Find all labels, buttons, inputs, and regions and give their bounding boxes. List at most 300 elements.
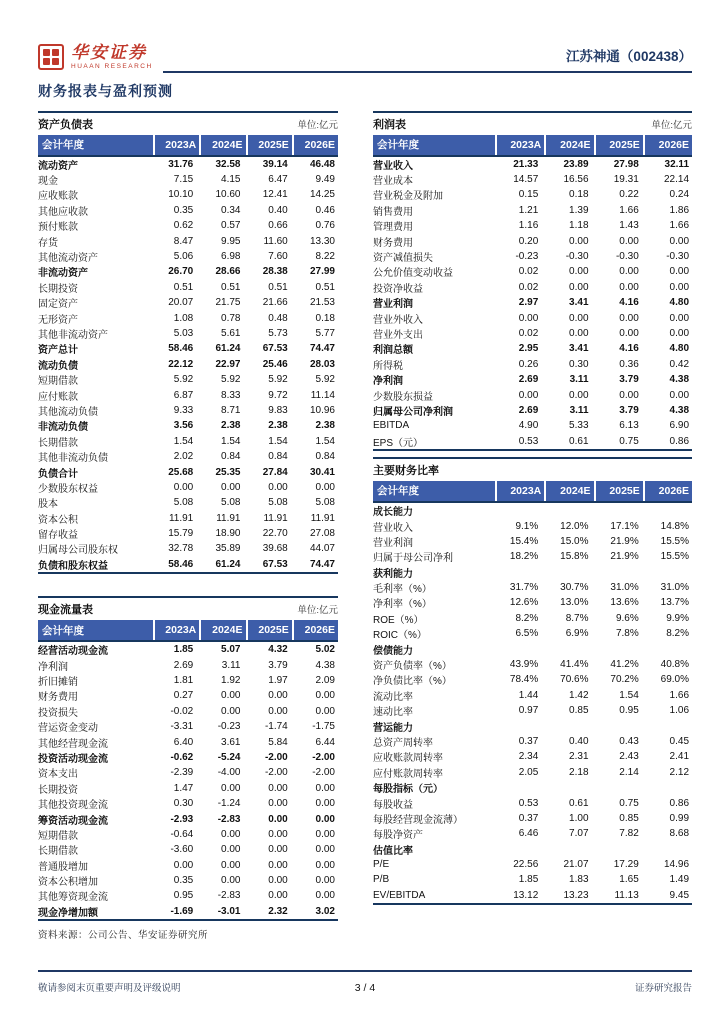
table-row — [373, 518, 692, 533]
table-cell: 10.60 — [215, 189, 241, 201]
table-row — [38, 842, 338, 857]
table-cell: 2024E — [544, 135, 593, 155]
table-cell: 74.47 — [309, 343, 335, 355]
table-cell: 8.22 — [315, 251, 335, 263]
table-cell: 0.00 — [221, 481, 241, 493]
table-cell: 3.61 — [221, 736, 241, 748]
table-cell: 15.8% — [560, 551, 589, 563]
table-row — [373, 310, 692, 325]
table-cell: 0.00 — [173, 481, 194, 493]
table-cell: 14.96 — [663, 859, 690, 871]
table-cell: -0.23 — [515, 251, 539, 263]
table-cell: 1.54 — [619, 689, 639, 701]
table-cell: 6.9% — [565, 628, 589, 640]
table-cell: 应付账款 — [38, 391, 78, 403]
table-cell: 投资净收益 — [373, 283, 423, 295]
table-cell: 15.5% — [660, 551, 690, 563]
table-row — [38, 873, 338, 888]
table-row — [38, 781, 338, 796]
table-row — [373, 326, 692, 341]
table-cell: 2025E — [594, 135, 643, 155]
table-row — [373, 718, 692, 733]
table-cell: -0.30 — [666, 251, 690, 263]
table-cell: P/E — [373, 859, 390, 871]
table-cell: 0.00 — [669, 327, 690, 339]
table-cell: 3.79 — [619, 374, 639, 386]
table-cell: 0.00 — [619, 327, 639, 339]
table-cell: 32.78 — [168, 543, 194, 555]
table-cell: 1.18 — [569, 220, 589, 232]
table-cell: 21.75 — [215, 297, 241, 309]
table-cell: 15.0% — [560, 535, 589, 547]
page-number: 3 / 4 — [354, 982, 376, 994]
table-cell: EPS（元） — [373, 437, 424, 449]
table-cell: 28.66 — [215, 266, 241, 278]
table-row — [373, 218, 692, 233]
table-row — [373, 341, 692, 356]
table-cell: 0.46 — [315, 204, 335, 216]
table-cell: 每股收益 — [373, 799, 413, 811]
table-cell: 1.85 — [173, 644, 194, 656]
table-cell: 会计年度 — [42, 624, 84, 637]
table-cell: 0.18 — [315, 312, 335, 324]
table-cell: 25.68 — [168, 466, 194, 478]
table-cell: 23.89 — [563, 158, 589, 170]
table-cell: 39.14 — [262, 158, 288, 170]
table-cell: 利润总额 — [373, 345, 413, 357]
table-cell: 0.00 — [268, 782, 288, 794]
table-cell: -3.31 — [170, 721, 194, 733]
table-row — [38, 157, 338, 172]
table-cell: 28.38 — [262, 266, 288, 278]
table-cell: 8.33 — [221, 389, 241, 401]
table-cell: 0.86 — [669, 797, 690, 809]
table-cell: 1.21 — [518, 204, 539, 216]
table-cell: 2.18 — [569, 766, 589, 778]
table-cell: 0.02 — [518, 266, 539, 278]
table-cell: 70.6% — [560, 674, 589, 686]
table-cell: 速动比率 — [373, 707, 413, 719]
table-cell: 1.83 — [569, 874, 589, 886]
table-cell: 留存收益 — [38, 530, 78, 542]
table-row — [373, 187, 692, 202]
table-cell: 1.08 — [173, 312, 194, 324]
table-cell: 32.11 — [664, 158, 690, 170]
table-row — [373, 888, 692, 903]
table-cell: -1.69 — [170, 905, 194, 917]
table-cell: 2025E — [246, 135, 292, 155]
table-cell: 0.15 — [518, 189, 539, 201]
table-cell: -1.24 — [217, 798, 241, 810]
table-cell: 少数股东损益 — [373, 391, 433, 403]
table-cell: 1.81 — [173, 675, 194, 687]
financial-ratios-table — [373, 457, 692, 905]
table-cell: 0.84 — [268, 451, 288, 463]
table-cell: 销售费用 — [373, 206, 413, 218]
table-cell: 4.90 — [518, 420, 539, 432]
table-row — [373, 811, 692, 826]
table-cell: 15.79 — [168, 528, 194, 540]
table-cell: 0.51 — [268, 281, 288, 293]
table-cell: 0.26 — [518, 358, 539, 370]
table-row — [38, 449, 338, 464]
table-cell: 32.58 — [215, 158, 241, 170]
table-cell: 1.43 — [619, 220, 639, 232]
table-cell: 0.40 — [268, 204, 288, 216]
table-cell: 0.00 — [268, 481, 288, 493]
table-row — [373, 672, 692, 687]
table-cell: 1.47 — [173, 782, 194, 794]
table-row — [38, 387, 338, 402]
balance-sheet-grid — [38, 135, 338, 575]
table-cell: 1.49 — [669, 874, 690, 886]
table-cell: 4.16 — [619, 343, 639, 355]
table-row — [38, 280, 338, 295]
table-cell: 0.00 — [315, 705, 335, 717]
table-cell: 0.27 — [173, 690, 194, 702]
table-row — [373, 549, 692, 564]
table-cell: -2.93 — [170, 813, 194, 825]
table-cell: 5.33 — [569, 420, 589, 432]
table-cell: 0.00 — [268, 859, 288, 871]
table-cell: 成长能力 — [373, 507, 413, 519]
table-cell: 3.41 — [569, 297, 589, 309]
table-cell: 69.0% — [660, 674, 690, 686]
table-row — [373, 795, 692, 810]
table-cell: 财务费用 — [38, 692, 78, 704]
table-cell: 6.5% — [515, 628, 539, 640]
table-row — [38, 326, 338, 341]
table-row — [373, 372, 692, 387]
table-cell: 9.49 — [315, 174, 335, 186]
table-cell: 61.24 — [215, 558, 241, 570]
table-row — [373, 780, 692, 795]
table-cell: 15.5% — [660, 535, 690, 547]
table-cell: 负债和股东权益 — [38, 560, 108, 572]
table-row — [38, 673, 338, 688]
table-cell: 5.77 — [315, 327, 335, 339]
table-cell: 0.78 — [221, 312, 241, 324]
table-row — [373, 688, 692, 703]
table-row — [373, 387, 692, 402]
table-cell: 27.99 — [309, 266, 335, 278]
table-cell: 2025E — [246, 620, 292, 640]
table-cell: 投资损失 — [38, 707, 78, 719]
table-cell: 0.00 — [268, 890, 288, 902]
table-cell: 0.00 — [315, 813, 335, 825]
table-cell: 0.00 — [619, 281, 639, 293]
table-cell: 0.99 — [669, 812, 690, 824]
table-cell: 1.85 — [518, 874, 539, 886]
table-cell: 67.53 — [262, 343, 288, 355]
table-cell: 0.00 — [569, 327, 589, 339]
table-cell: 0.53 — [518, 435, 539, 447]
table-row — [38, 341, 338, 356]
table-cell: 现金净增加额 — [38, 907, 98, 919]
table-cell: 28.03 — [309, 358, 335, 370]
table-cell: 27.98 — [613, 158, 639, 170]
table-cell: 0.53 — [518, 797, 539, 809]
table-cell: 13.7% — [660, 597, 690, 609]
table-cell: -3.01 — [217, 905, 241, 917]
table-cell: 20.07 — [168, 297, 194, 309]
table-cell: 4.38 — [315, 659, 335, 671]
table-cell: 资本支出 — [38, 769, 78, 781]
table-cell: 0.84 — [221, 451, 241, 463]
cash-flow-title: 现金流量表 — [38, 604, 93, 617]
table-cell: 2024E — [544, 481, 593, 501]
table-cell: 营业外收入 — [373, 314, 423, 326]
table-cell: 1.54 — [221, 435, 241, 447]
table-cell: 2024E — [199, 135, 245, 155]
table-row — [38, 172, 338, 187]
table-cell: 9.9% — [666, 612, 690, 624]
table-cell: 0.51 — [221, 281, 241, 293]
table-row — [373, 418, 692, 433]
table-cell: EV/EBITDA — [373, 889, 426, 901]
table-cell: 长期借款 — [38, 846, 78, 858]
table-cell: 0.84 — [315, 451, 335, 463]
table-cell: 净利润 — [373, 376, 403, 388]
table-cell: 0.66 — [268, 220, 288, 232]
table-cell: 归属于母公司净利 — [373, 553, 453, 565]
table-cell: 22.70 — [262, 528, 288, 540]
table-cell: 4.80 — [669, 297, 690, 309]
table-cell: 其他流动资产 — [38, 253, 98, 265]
table-cell: 2.31 — [569, 751, 589, 763]
table-cell: 0.00 — [569, 266, 589, 278]
table-cell: 净负债比率（%） — [373, 676, 452, 688]
table-cell: 6.44 — [315, 736, 335, 748]
table-row — [373, 826, 692, 841]
balance-sheet-table — [38, 111, 338, 575]
income-statement-table — [373, 111, 692, 451]
table-cell: 9.72 — [268, 389, 288, 401]
table-row — [38, 827, 338, 842]
table-cell: -4.00 — [217, 767, 241, 779]
table-cell: 存货 — [38, 237, 58, 249]
table-cell: 26.70 — [168, 266, 194, 278]
table-cell: 0.00 — [569, 281, 589, 293]
table-cell: 3.79 — [268, 659, 288, 671]
table-cell: -3.60 — [170, 844, 194, 856]
table-row — [373, 157, 692, 172]
table-cell: -2.00 — [312, 751, 335, 763]
table-cell: 0.00 — [619, 266, 639, 278]
table-cell: -0.02 — [170, 705, 194, 717]
table-cell: 31.7% — [509, 582, 539, 594]
table-cell: 1.16 — [518, 220, 539, 232]
table-cell: 14.8% — [660, 520, 690, 532]
table-cell: 6.90 — [669, 420, 690, 432]
table-cell: 营运资金变动 — [38, 723, 98, 735]
table-row — [373, 641, 692, 656]
table-cell: 非流动资产 — [38, 268, 88, 280]
table-cell: 7.07 — [569, 828, 589, 840]
table-cell: 0.00 — [315, 782, 335, 794]
table-cell: 8.7% — [565, 612, 589, 624]
table-cell: 资本公积增加 — [38, 877, 98, 889]
table-row — [373, 749, 692, 764]
table-cell: 12.6% — [509, 597, 539, 609]
table-cell: 0.00 — [221, 844, 241, 856]
table-cell: 5.03 — [173, 327, 194, 339]
table-cell: -1.75 — [312, 721, 335, 733]
table-row — [373, 611, 692, 626]
table-cell: 4.15 — [221, 174, 241, 186]
table-row — [38, 657, 338, 672]
table-cell: 0.86 — [669, 435, 690, 447]
table-cell: 1.86 — [669, 204, 690, 216]
table-row — [373, 434, 692, 449]
table-cell: 1.65 — [619, 874, 639, 886]
table-cell: 8.47 — [173, 235, 194, 247]
table-cell: 经营活动现金流 — [38, 646, 108, 658]
table-row — [38, 526, 338, 541]
financial-ratios-grid — [373, 481, 692, 905]
table-cell: 0.37 — [518, 812, 539, 824]
table-cell: 21.66 — [262, 297, 288, 309]
table-cell: 40.8% — [660, 659, 690, 671]
table-cell: 2023A — [495, 481, 544, 501]
table-cell: 0.00 — [268, 798, 288, 810]
table-cell: 0.51 — [315, 281, 335, 293]
table-cell: 0.00 — [619, 389, 639, 401]
table-cell: 2.32 — [268, 905, 288, 917]
table-cell: 14.57 — [513, 174, 539, 186]
table-cell: 流动比率 — [373, 691, 413, 703]
table-cell: 7.60 — [268, 251, 288, 263]
table-cell: -2.00 — [264, 751, 288, 763]
table-cell: 所得税 — [373, 360, 403, 372]
table-cell: 0.00 — [669, 312, 690, 324]
table-row — [38, 233, 338, 248]
table-cell: 17.29 — [613, 859, 639, 871]
table-row — [38, 750, 338, 765]
table-cell: 0.00 — [221, 690, 241, 702]
table-cell: 21.53 — [309, 297, 335, 309]
table-cell: 0.00 — [569, 389, 589, 401]
table-cell: 16.56 — [563, 174, 589, 186]
table-row — [38, 704, 338, 719]
table-cell: 会计年度 — [377, 485, 419, 498]
table-cell: -0.30 — [615, 251, 639, 263]
table-row — [38, 403, 338, 418]
table-cell: 30.7% — [560, 582, 589, 594]
table-cell: 0.00 — [173, 859, 194, 871]
table-cell: 0.48 — [268, 312, 288, 324]
table-cell: 1.92 — [221, 675, 241, 687]
table-cell: 0.85 — [619, 812, 639, 824]
table-cell: 其他投资现金流 — [38, 800, 108, 812]
table-row — [373, 357, 692, 372]
table-cell: 1.06 — [669, 705, 690, 717]
table-cell: 5.08 — [268, 497, 288, 509]
table-cell: 0.00 — [669, 389, 690, 401]
table-cell: 2026E — [643, 481, 692, 501]
table-cell: 短期借款 — [38, 830, 78, 842]
table-cell: 0.22 — [619, 189, 639, 201]
table-row — [373, 703, 692, 718]
table-row — [38, 688, 338, 703]
table-cell: 22.56 — [513, 859, 539, 871]
table-cell: 13.6% — [610, 597, 639, 609]
table-cell: 5.06 — [173, 251, 194, 263]
table-cell: 11.60 — [263, 235, 288, 247]
table-cell: 2026E — [643, 135, 692, 155]
table-row — [38, 249, 338, 264]
table-cell: 5.84 — [268, 736, 288, 748]
table-cell: 营业成本 — [373, 176, 413, 188]
table-cell: 70.2% — [610, 674, 639, 686]
two-column-layout — [38, 111, 692, 942]
brand-name-cn: 华安证券 — [71, 43, 147, 62]
table-cell: 4.38 — [669, 404, 690, 416]
footer-disclaimer: 敬请参阅末页重要声明及评级说明 — [38, 983, 181, 994]
table-cell: 19.31 — [613, 174, 639, 186]
table-row — [38, 480, 338, 495]
table-cell: P/B — [373, 874, 390, 886]
left-column — [38, 111, 338, 942]
table-cell: 22.12 — [168, 358, 194, 370]
table-cell: 0.02 — [518, 281, 539, 293]
table-cell: 0.00 — [619, 312, 639, 324]
table-cell: 2.02 — [173, 451, 194, 463]
table-cell: 11.91 — [263, 512, 288, 524]
table-row — [38, 295, 338, 310]
table-cell: 1.54 — [173, 435, 194, 447]
table-cell: 3.11 — [569, 374, 589, 386]
table-cell: 2023A — [153, 135, 199, 155]
table-cell: 6.98 — [221, 251, 241, 263]
table-cell: 0.30 — [569, 358, 589, 370]
table-cell: 0.00 — [221, 705, 241, 717]
table-cell: 6.46 — [518, 828, 539, 840]
table-cell: 11.91 — [310, 512, 335, 524]
table-row — [373, 872, 692, 887]
table-cell: 7.15 — [173, 174, 194, 186]
table-cell: 营业收入 — [373, 522, 413, 534]
table-cell: 0.40 — [569, 735, 589, 747]
table-cell: 0.00 — [268, 828, 288, 840]
table-cell: 0.00 — [315, 875, 335, 887]
table-cell: 58.46 — [168, 343, 194, 355]
table-cell: 0.00 — [669, 235, 690, 247]
table-cell: -1.74 — [264, 721, 288, 733]
table-cell: 0.62 — [173, 220, 194, 232]
table-row — [373, 503, 692, 518]
table-row — [38, 796, 338, 811]
table-row — [38, 510, 338, 525]
balance-sheet-unit: 单位:亿元 — [297, 119, 338, 131]
table-cell: 2.12 — [669, 766, 690, 778]
table-cell: 4.32 — [268, 644, 288, 656]
table-cell: 会计年度 — [377, 139, 419, 151]
table-cell: 0.43 — [619, 735, 639, 747]
table-cell: 净利润 — [38, 661, 68, 673]
cash-flow-unit: 单位:亿元 — [297, 605, 338, 617]
table-cell: 4.80 — [669, 343, 690, 355]
table-cell: 估值比率 — [373, 845, 413, 857]
table-cell: 现金 — [38, 176, 58, 188]
table-header-row — [373, 135, 692, 157]
table-row — [373, 765, 692, 780]
table-cell: 0.00 — [669, 266, 690, 278]
table-cell: 折旧摊销 — [38, 677, 78, 689]
table-row — [373, 580, 692, 595]
table-cell: 流动负债 — [38, 360, 78, 372]
table-cell: 资本公积 — [38, 514, 78, 526]
